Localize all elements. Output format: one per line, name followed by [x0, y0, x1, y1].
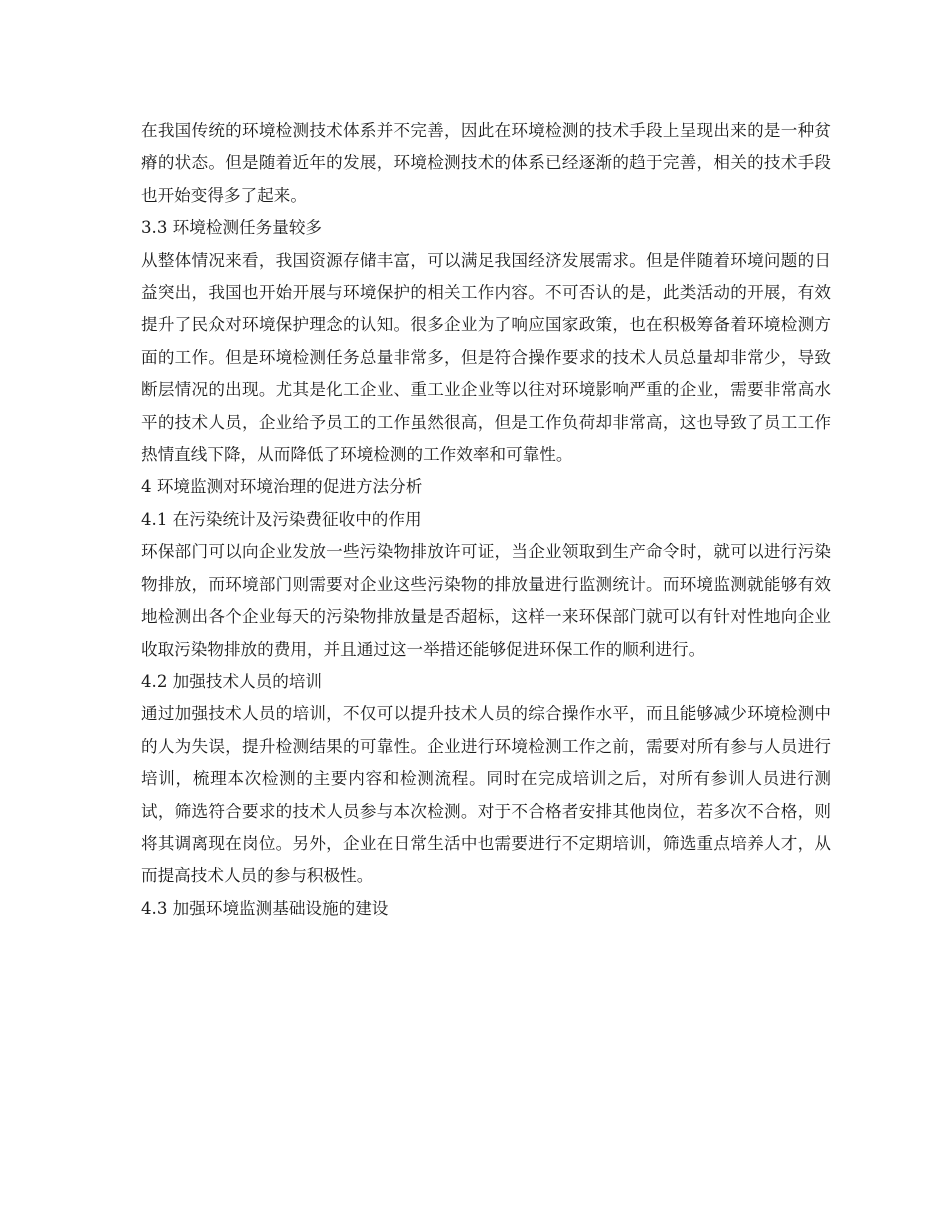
subsection-heading: 4.1 在污染统计及污染费征收中的作用: [141, 509, 422, 529]
body-paragraph: 通过加强技术人员的培训，不仅可以提升技术人员的综合操作水平，而且能够减少环境检测中的人为失误，提升检测结果的可靠性。企业进行环境检测工作之前，需要对所有参与人员进行培训，梳理本次检测的主要内容和检测流程。同时在完成培训之后，对所有参训人员进行测试，筛选符合要求的技术人员参与本次检测。对于不合格者安排其他岗位，若多次不合格，则将其调离现在岗位。另外，企业在日常生活中也需要进行不定期培训，筛选重点培养人才，从而提高技术人员的参与积极性。: [141, 704, 831, 886]
subsection-heading: 4.3 加强环境监测基础设施的建设: [141, 898, 389, 918]
section-heading: 4 环境监测对环境治理的促进方法分析: [141, 477, 423, 497]
body-paragraph: 在我国传统的环境检测技术体系并不完善，因此在环境检测的技术手段上呈现出来的是一种贫瘠的状态。但是随着近年的发展，环境检测技术的体系已经逐渐的趋于完善，相关的技术手段也开始变得多了起来。: [141, 121, 831, 205]
section-heading: 3.3 环境检测任务量较多: [141, 218, 323, 238]
document-body: [141, 115, 831, 925]
body-paragraph: 从整体情况来看，我国资源存储丰富，可以满足我国经济发展需求。但是伴随着环境问题的日益突出，我国也开始开展与环境保护的相关工作内容。不可否认的是，此类活动的开展，有效提升了民众对环境保护理念的认知。很多企业为了响应国家政策，也在积极筹备着环境检测方面的工作。但是环境检测任务总量非常多，但是符合操作要求的技术人员总量却非常少，导致断层情况的出现。尤其是化工企业、重工业企业等以往对环境影响严重的企业，需要非常高水平的技术人员，企业给予员工的工作虽然很高，但是工作负荷却非常高，这也导致了员工工作热情直线下降，从而降低了环境检测的工作效率和可靠性。: [141, 250, 831, 465]
subsection-heading: 4.2 加强技术人员的培训: [141, 671, 323, 691]
body-paragraph: 环保部门可以向企业发放一些污染物排放许可证，当企业领取到生产命令时，就可以进行污染物排放，而环境部门则需要对企业这些污染物的排放量进行监测统计。而环境监测就能够有效地检测出各个企业每天的污染物排放量是否超标，这样一来环保部门就可以有针对性地向企业收取污染物排放的费用，并且通过这一举措还能够促进环保工作的顺利进行。: [141, 542, 831, 659]
